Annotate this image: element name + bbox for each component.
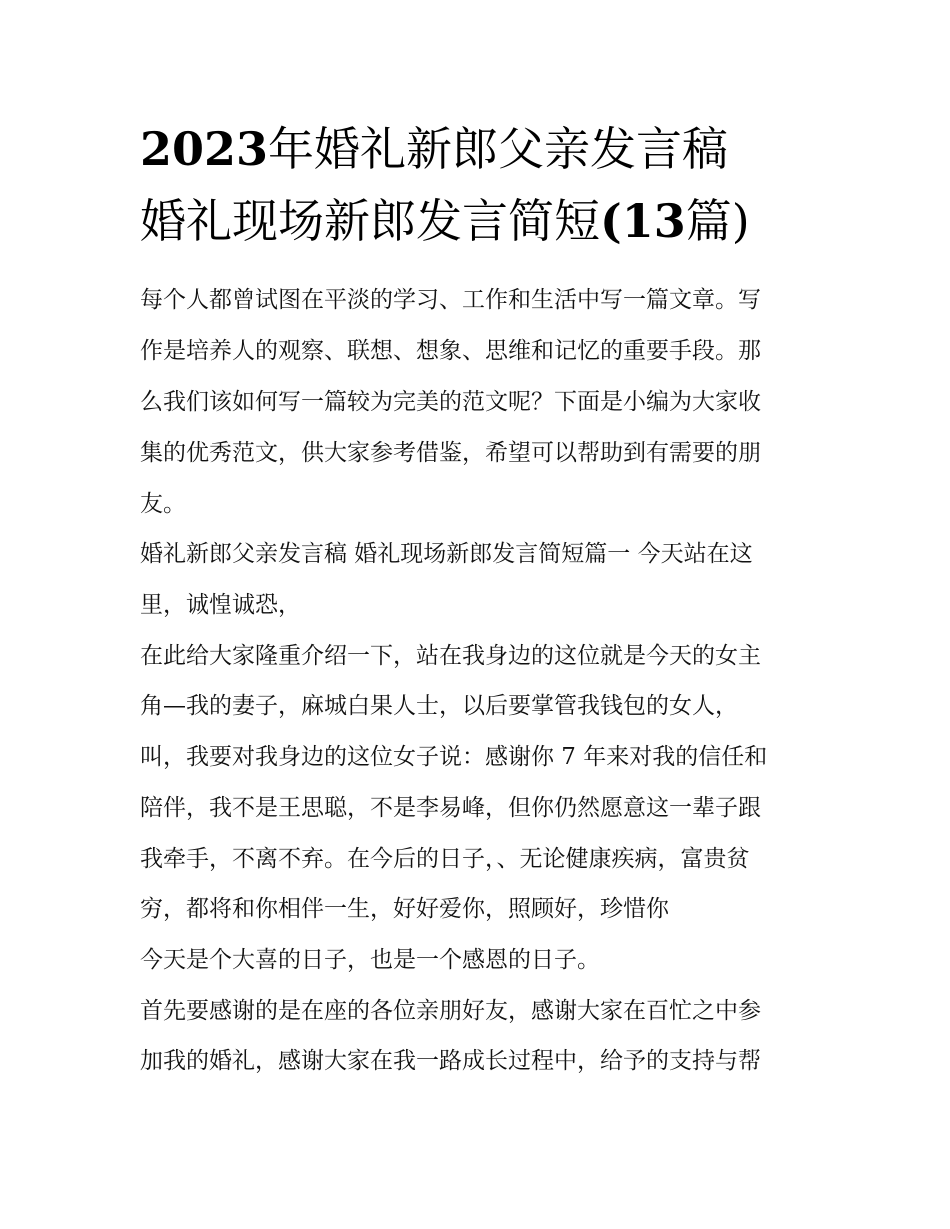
title-text-2: 婚礼现场新郎发言简短 [140, 194, 600, 248]
body-line: 每个人都曾试图在平淡的学习、工作和生活中写一篇文章。写 [140, 287, 761, 313]
body-line: 加我的婚礼，感谢大家在我一路成长过程中，给予的支持与帮 [140, 1048, 761, 1074]
title-count: (13 [600, 194, 686, 248]
document-title-line-1 [140, 122, 830, 176]
body-line: 我牵手，不离不弃。在今后的日子，、无论健康疾病，富贵贫 [140, 846, 750, 872]
body-line: 在此给大家隆重介绍一下，站在我身边的这位就是今天的女主 [140, 643, 761, 669]
body-line: 叫，我要对我身边的这位女子说：感谢你 7 年来对我的信任和 [140, 744, 768, 770]
title-year: 2023 [140, 122, 269, 176]
body-line: 作是培养人的观察、联想、想象、思维和记忆的重要手段。那 [140, 338, 761, 364]
body-line: 首先要感谢的是在座的各位亲朋好友，感谢大家在百忙之中参 [140, 998, 761, 1024]
body-line: 集的优秀范文，供大家参考借鉴，希望可以帮助到有需要的朋 [140, 440, 761, 466]
title-text-1: 年婚礼新郎父亲发言稿 [268, 122, 729, 176]
body-line: 今天是个大喜的日子，也是一个感恩的日子。 [140, 947, 600, 973]
body-line: 穷，都将和你相伴一生，好好爱你，照顾好，珍惜你 [140, 896, 669, 922]
body-line: 陪伴，我不是王思聪，不是李易峰，但你仍然愿意这一辈子跟 [140, 795, 761, 821]
body-line: 么我们该如何写一篇较为完美的范文呢？下面是小编为大家收 [140, 389, 761, 415]
title-end: 篇) [685, 194, 750, 248]
body-line: 友。 [140, 491, 186, 517]
document-title-line-2 [140, 194, 830, 248]
body-line: 婚礼新郎父亲发言稿 婚礼现场新郎发言简短篇一 今天站在这 [140, 541, 753, 567]
body-line: 角—我的妻子，麻城白果人士，以后要掌管我钱包的女人， [140, 693, 738, 719]
body-line: 里，诚惶诚恐， [140, 592, 301, 618]
